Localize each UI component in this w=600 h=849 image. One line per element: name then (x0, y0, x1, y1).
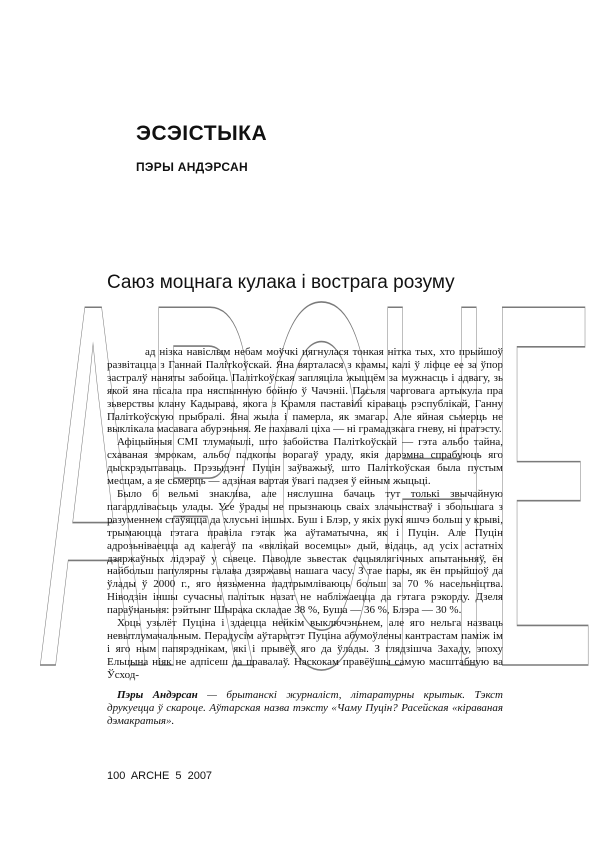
author-bio (107, 689, 503, 728)
page-footer (107, 770, 212, 782)
paragraph: Афіцыйныя СМІ тлумачылі, што забойства Палітkоўскай — гэта альбо тайна, схаваная змрокам, альбо падкопы ворагаў ураду, якія дарэмна спрабуюць яго дыскрэдытаваць. Прэзыдэнт Пуцін заўважыў, што Палітkоўская была пустым месцам, а яе сьмерць — адзіная вартая ўвагі падзея ў ейным жыцьці. (107, 436, 503, 488)
page-number: 100 (107, 770, 126, 782)
author-name: ПЭРЫ АНДЭРСАН (136, 160, 248, 174)
watermark-text: ARCHE (40, 195, 595, 690)
issue-number: 5 (175, 770, 182, 782)
paragraph: ад нізка навіслым небам моўчкі цягнулася тонкая нітка тых, хто прыйшоў развітацца з Ганнай Палітkоўскай. Яна вярталася з крамы, калі ў ліфце ее за ўпор застралў наняты забойца. Палітkоўская запляціла жыццём за мужнасць і адвагу, зь якой яна пісала пра няспынную бойню ў Чачэніі. Пасьля чарговага артыкула пра зьверствы клану Кадырава, якога з Крамля паставілі кіраваць рэспублікай, Ганну Палітkоўскую прыбралі. Яна жыла і памерла, як змагар. Але яйная сьмерць не выклікала масавага абурэньня. Яе пахавалі ціха — ні грамадзкага гневу, ні пратэсту. (107, 346, 503, 436)
paragraph: Хоць узьлёт Пуціна і здаецца нейкім выключэньнем, але яго нельга назваць невытлумачальным. Перадусім аўтарытэт Пуціна абумоўлены кантрастам паміж ім і яго ным папярэднікам, які і прывёў яго да ўлады. З глядзішча Захаду, эпоху Ельцына ніяк не адпісеш да правалаў. Наскокам правёўшы самую масштабную ва Ўсход- (107, 617, 503, 681)
issue-year: 2007 (187, 770, 213, 782)
section-title: ЭСЭІСТЫКА (136, 122, 268, 145)
article-title: Саюз моцнага кулака і вострага розуму (107, 272, 455, 293)
journal-name: ARCHE (130, 770, 170, 782)
paragraph: Было б вельмі знакліва, але няслушна бачаць тут толькі звычайную пагардлівасьць улады. Усе ўрады не прызнаюць сваіх злачынстваў і збольшага з разуменнем стаўяцца да хлусьні іншых. Буш і Блэр, у якіх рукі яшчэ больш у крыві, трымаюцца гэтага правіла гэтак жа аўтаматычна, як і Пуцін. Але Пуцін адрозьніваецца ад калегаў па «вялікай восемцы» дый, відаць, ад усіх астатніх дзяржаўных лідэраў у сьвеце. Паводле зьвестак сацыялягічных апытаньняў, ён найбольш папулярны галава дзяржавы нашага часу. З тае пары, як ён прыйшоў да ўлады ў 2000 г., яго нязьменна падтрымліваюць больш за 70 % насельніцтва. Ніводзін іншы сучасны палітык назат не набліжаецца да гэтага рэкорду. Дзеля параўнаньня: рэйтынг Шырака складае 38 %, Буша — 36 %, Блэра — 30 %. (107, 487, 503, 617)
bio-author-name: Пэры Андэрсан (117, 689, 198, 701)
article-body (107, 346, 503, 682)
bio-text: — брытанскі журналіст, літаратурны крытык. Тэкст друкуецца ў скароце. Аўтарская назва тэксту «Чаму Пуцін? Расейская «кіраваная дэмакратыя». (107, 689, 503, 727)
